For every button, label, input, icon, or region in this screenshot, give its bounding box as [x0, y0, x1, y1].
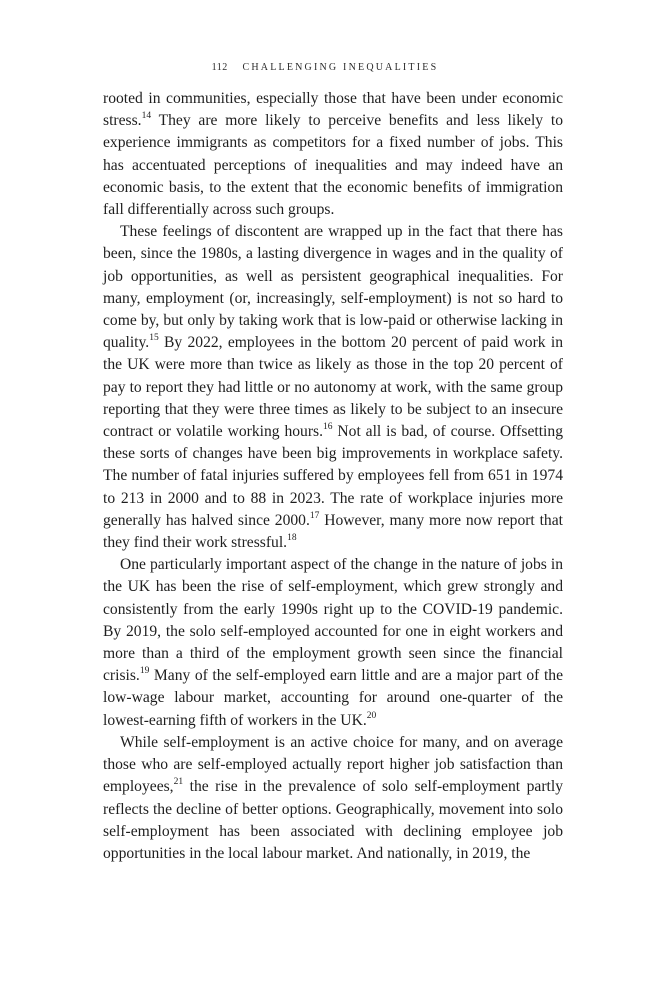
text-run: Not all is bad, of course. Offsetting these sorts of changes have been big improvements in workplace safety. The number of fatal injuries suffered by employees fell from 651 in 1974 to 213 in 2000 and to 88 in 2023. The rate of workplace injuries more generally has halved since 2000. — [103, 423, 563, 529]
paragraph-3 — [103, 554, 563, 732]
footnote-marker: 17 — [309, 510, 320, 521]
text-run: the rise in the prevalence of solo self-employment partly reflects the decline of better options. Geographically, movement into solo self-employment has been associated with declining employee job opportunities in the local labour market. And nationally, in 2019, the — [103, 778, 563, 862]
body-text — [103, 88, 563, 865]
footnote-marker: 14 — [141, 111, 152, 122]
footnote-marker: 21 — [173, 777, 184, 788]
paragraph-2 — [103, 221, 563, 554]
paragraph-1 — [103, 88, 563, 221]
footnote-marker: 15 — [149, 333, 159, 344]
running-title: CHALLENGING INEQUALITIES — [242, 62, 439, 73]
text-run: rooted in communities, especially those that have been under economic stress. — [103, 90, 563, 130]
text-run: Many of the self-employed earn little and are a major part of the low-wage labour market, accounting for around one-quarter of the lowest-earning fifth of workers in the UK. — [103, 667, 563, 729]
paragraph-4 — [103, 732, 563, 865]
text-run: These feelings of discontent are wrapped up in the fact that there has been, since the 1980s, a lasting divergence in wages and in the quality of job opportunities, as well as persistent geographical inequalities. For many, employment (or, increasingly, self-employment) is not so hard to come by, but only by taking work that is low-paid or otherwise lacking in quality. — [103, 223, 563, 352]
text-run: By 2022, employees in the bottom 20 percent of paid work in the UK were more than twice as likely as those in the top 20 percent of pay to report they had little or no autonomy at work, with the same group reporting that they were three times as likely to be subject to an insecure contract or volatile working hours. — [103, 334, 563, 441]
page-number: 112 — [211, 62, 228, 73]
text-run: One particularly important aspect of the change in the nature of jobs in the UK has been the rise of self-employment, which grew strongly and consistently from the early 1990s right up to the COVID-19 pandemic. By 2019, the solo self-employed accounted for one in eight workers and more than a third of the employment growth seen since the financial crisis. — [103, 556, 563, 685]
footnote-marker: 19 — [139, 666, 150, 677]
text-run: However, many more now report that they find their work stressful. — [103, 511, 563, 552]
footnote-marker: 16 — [323, 421, 333, 432]
footnote-marker: 20 — [366, 710, 377, 721]
text-run: While self-employment is an active choice for many, and on average those who are self-employed actually report higher job satisfaction than employees, — [103, 733, 563, 796]
footnote-marker: 18 — [287, 532, 297, 543]
text-run: They are more likely to perceive benefits and less likely to experience immigrants as competitors for a fixed number of jobs. This has accentuated perceptions of inequalities and may indeed have an economic basis, to the extent that the economic benefits of immigration fall differentially across such groups. — [103, 112, 563, 219]
running-header — [0, 62, 650, 73]
